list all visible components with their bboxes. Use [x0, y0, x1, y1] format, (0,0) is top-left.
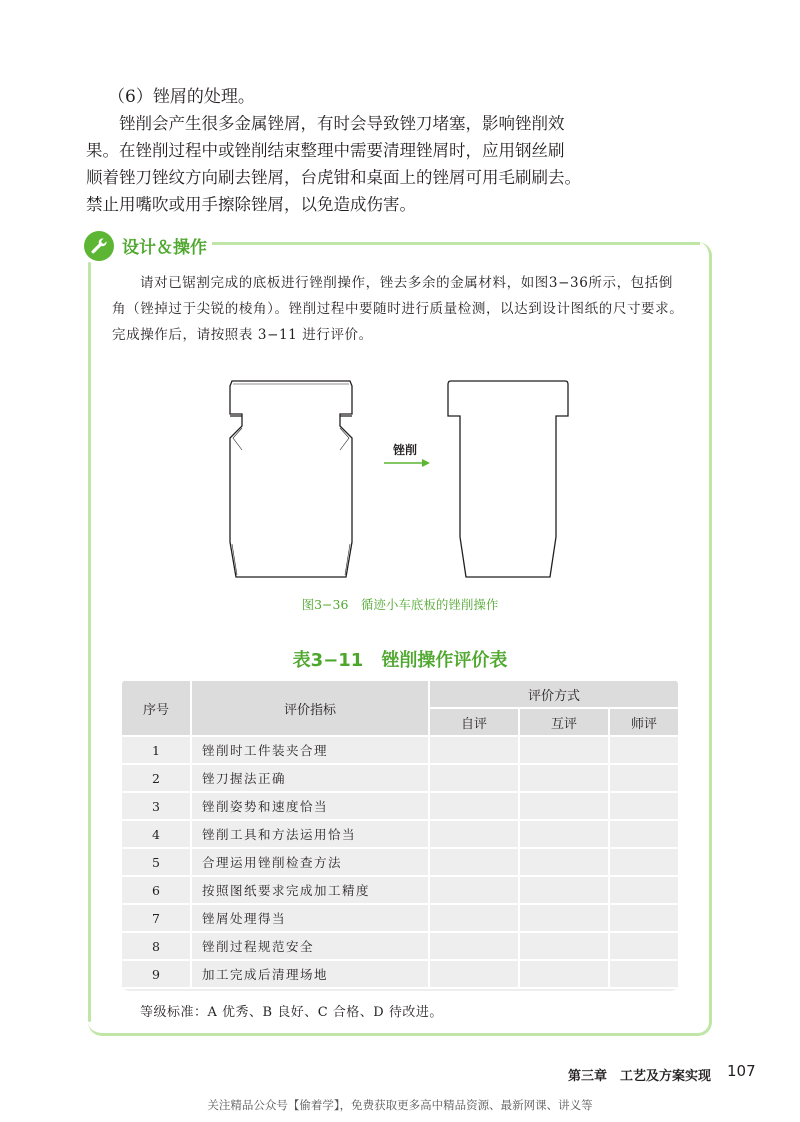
paragraph-line: 锉削会产生很多金属锉屑，有时会导致锉刀堵塞，影响锉削效 [119, 114, 565, 133]
paragraph-line: 顺着锉刀锉纹方向刷去锉屑，台虎钳和桌面上的锉屑可用毛刷刷去。 [86, 168, 581, 187]
table-row [121, 848, 679, 876]
teacher-cell [609, 876, 679, 904]
row-indicator: 锉刀握法正确 [191, 764, 429, 792]
wrench-icon [84, 231, 114, 261]
chapter-label: 第三章 工艺及方案实现 [568, 1069, 712, 1084]
row-number: 6 [121, 876, 191, 904]
row-number: 4 [121, 820, 191, 848]
row-indicator: 合理运用锉削检查方法 [191, 848, 429, 876]
row-number: 8 [121, 932, 191, 960]
table-row [121, 876, 679, 904]
self-cell [429, 820, 519, 848]
self-cell [429, 848, 519, 876]
page-number: 107 [727, 1062, 756, 1080]
row-indicator: 锉削过程规范安全 [191, 932, 429, 960]
row-indicator: 加工完成后清理场地 [191, 960, 429, 988]
design-box-top-line [212, 242, 700, 245]
paragraph-line: 果。在锉削过程中或锉削结束整理中需要清理锉屑时，应用钢丝刷 [86, 141, 565, 160]
table-row [121, 736, 679, 764]
teacher-cell [609, 960, 679, 988]
table-row [121, 792, 679, 820]
header-peer: 互评 [519, 708, 609, 736]
task-line: 完成操作后，请按照表 3−11 进行评价。 [112, 327, 373, 343]
teacher-cell [609, 904, 679, 932]
teacher-cell [609, 848, 679, 876]
peer-cell [519, 932, 609, 960]
board-after-filing [448, 381, 568, 577]
teacher-cell [609, 764, 679, 792]
table-row [121, 960, 679, 988]
self-cell [429, 792, 519, 820]
teacher-cell [609, 792, 679, 820]
row-indicator: 按照图纸要求完成加工精度 [191, 876, 429, 904]
design-box-left-line [88, 262, 91, 1022]
board-before-filing [230, 381, 352, 577]
peer-cell [519, 848, 609, 876]
task-line: 请对已锯割完成的底板进行锉削操作，锉去多余的金属材料，如图3−36所示，包括倒 [140, 275, 673, 291]
task-line: 角（锉掉过于尖锐的棱角）。锉削过程中要随时进行质量检测，以达到设计图纸的尺寸要求。 [112, 301, 684, 317]
self-cell [429, 932, 519, 960]
header-teacher: 师评 [609, 708, 679, 736]
design-operation-label: 设计＆操作 [122, 238, 207, 258]
paragraph-line: 禁止用嘴吹或用手擦除锉屑，以免造成伤害。 [86, 195, 416, 214]
teacher-cell [609, 736, 679, 764]
header-method: 评价方式 [429, 680, 679, 708]
row-number: 9 [121, 960, 191, 988]
self-cell [429, 764, 519, 792]
header-no: 序号 [121, 680, 191, 736]
peer-cell [519, 820, 609, 848]
footer-notice: 关注精品公众号【偷着学】，免费获取更多高中精品资源、最新网课、讲义等 [207, 1098, 593, 1112]
table-row [121, 820, 679, 848]
teacher-cell [609, 932, 679, 960]
grading-standard-note: 等级标准：A 优秀、B 良好、C 合格、D 待改进。 [140, 1005, 443, 1020]
row-indicator: 锉削姿势和速度恰当 [191, 792, 429, 820]
section-paragraph [86, 110, 686, 218]
row-number: 7 [121, 904, 191, 932]
filing-figure [200, 372, 600, 587]
table-row [121, 764, 679, 792]
table-row [121, 904, 679, 932]
row-indicator: 锉削时工件装夹合理 [191, 736, 429, 764]
task-paragraph [112, 270, 702, 348]
section-heading: （6）锉屑的处理。 [108, 87, 255, 107]
arrow-label: 锉削 [392, 443, 418, 457]
teacher-cell [609, 820, 679, 848]
row-indicator: 锉屑处理得当 [191, 904, 429, 932]
peer-cell [519, 764, 609, 792]
row-number: 1 [121, 736, 191, 764]
arrow-icon [384, 459, 430, 467]
table-row [121, 932, 679, 960]
row-number: 3 [121, 792, 191, 820]
peer-cell [519, 960, 609, 988]
evaluation-table [120, 679, 680, 991]
self-cell [429, 876, 519, 904]
row-number: 2 [121, 764, 191, 792]
row-number: 5 [121, 848, 191, 876]
row-indicator: 锉削工具和方法运用恰当 [191, 820, 429, 848]
peer-cell [519, 792, 609, 820]
header-indicator: 评价指标 [191, 680, 429, 736]
self-cell [429, 960, 519, 988]
table-title: 表3−11 锉削操作评价表 [292, 650, 508, 671]
peer-cell [519, 736, 609, 764]
peer-cell [519, 876, 609, 904]
self-cell [429, 736, 519, 764]
header-self: 自评 [429, 708, 519, 736]
figure-caption: 图3−36 循迹小车底板的锉削操作 [301, 597, 499, 612]
self-cell [429, 904, 519, 932]
peer-cell [519, 904, 609, 932]
